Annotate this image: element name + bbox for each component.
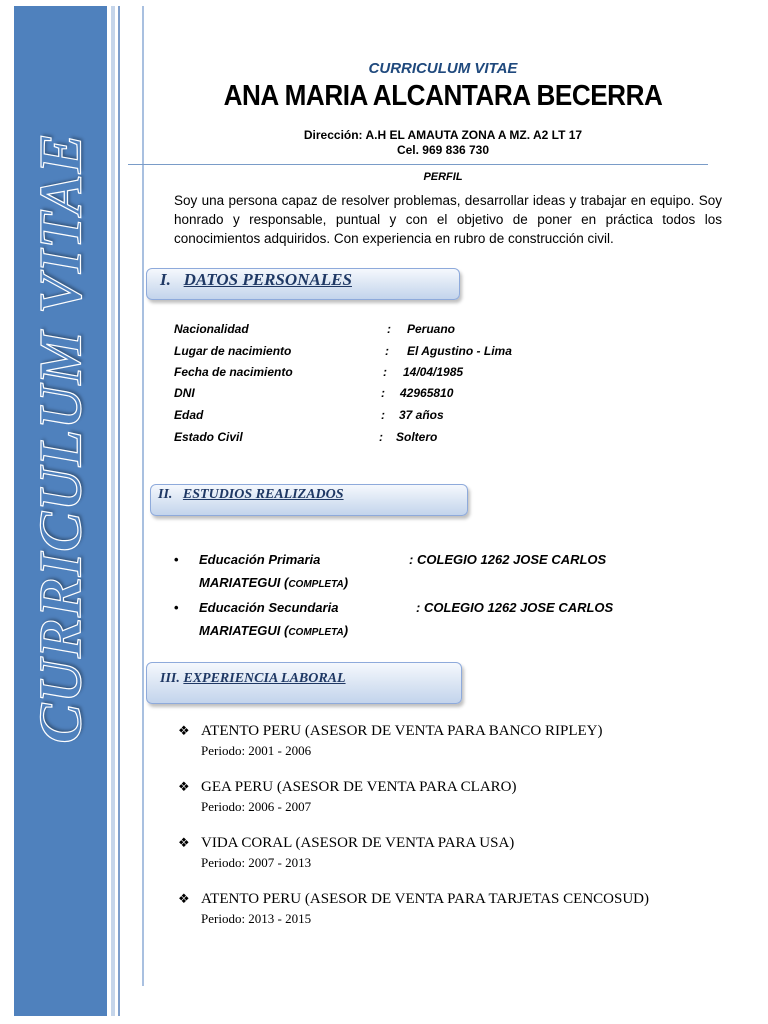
job-period: Periodo: 2013 - 2015 <box>201 911 312 926</box>
study-level: Educación Primaria <box>199 552 321 567</box>
perfil-title: PERFIL <box>423 171 463 183</box>
field-label: DNI <box>174 386 195 400</box>
field-label: Lugar de nacimiento <box>174 344 292 358</box>
diamond-bullet-icon: ❖ <box>178 891 190 906</box>
job-title: GEA PERU (ASESOR DE VENTA PARA CLARO) <box>201 779 517 795</box>
candidate-name: ANA MARIA ALCANTARA BECERRA <box>223 80 663 112</box>
diamond-bullet-icon: ❖ <box>178 779 190 794</box>
study-close: ) <box>343 623 349 638</box>
section-personal-title <box>160 270 352 290</box>
study-line <box>199 600 614 615</box>
sidebar-accent-line <box>111 6 115 1016</box>
section-label: EXPERIENCIA LABORAL <box>183 671 346 686</box>
job-period: Periodo: 2006 - 2007 <box>201 799 312 814</box>
study-status: COMPLETA <box>288 627 344 638</box>
field-label: Edad <box>174 408 204 422</box>
section-number: II. <box>158 487 173 502</box>
study-school-cont: MARIATEGUI ( <box>199 623 289 638</box>
study-school: : COLEGIO 1262 JOSE CARLOS <box>409 552 607 567</box>
section-experience-title <box>160 671 346 687</box>
section-label: ESTUDIOS REALIZADOS <box>182 487 344 502</box>
field-label: Fecha de nacimiento <box>174 365 293 379</box>
job-title: VIDA CORAL (ASESOR DE VENTA PARA USA) <box>201 835 515 851</box>
study-line-cont <box>199 623 348 638</box>
phone: Cel. 969 836 730 <box>396 143 490 157</box>
study-line-cont <box>199 575 348 590</box>
study-line <box>199 552 607 567</box>
field-value: El Agustino - Lima <box>407 344 512 358</box>
vertical-title: CURRICULUM VITAE <box>27 132 94 744</box>
bullet-icon: • <box>174 552 179 567</box>
section-number: I. <box>160 270 171 289</box>
job-title: ATENTO PERU (ASESOR DE VENTA PARA BANCO RIPLEY) <box>201 723 603 739</box>
job-period: Periodo: 2007 - 2013 <box>201 855 312 870</box>
field-separator: : <box>387 322 391 336</box>
section-number: III. <box>160 671 180 686</box>
header-divider <box>128 164 708 165</box>
field-value: 42965810 <box>400 386 454 400</box>
field-label: Nacionalidad <box>174 322 249 336</box>
content-margin-line <box>142 6 144 986</box>
study-status: COMPLETA <box>288 579 344 590</box>
job-period: Periodo: 2001 - 2006 <box>201 743 312 758</box>
section-studies-title <box>158 487 344 503</box>
study-level: Educación Secundaria <box>199 600 339 615</box>
field-label: Estado Civil <box>174 430 243 444</box>
study-close: ) <box>343 575 349 590</box>
field-separator: : <box>383 365 387 379</box>
perfil-text: Soy una persona capaz de resolver problemas, desarrollar ideas y trabajar en equipo. Soy honrado y responsable, puntual y con el objetivo de poner en práctica todos los conocimientos adquiridos. Con experiencia en rubro de construcción civil. <box>174 193 722 246</box>
study-school: : COLEGIO 1262 JOSE CARLOS <box>416 600 614 615</box>
job-title: ATENTO PERU (ASESOR DE VENTA PARA TARJETAS CENCOSUD) <box>201 891 649 907</box>
diamond-bullet-icon: ❖ <box>178 723 190 738</box>
section-label: DATOS PERSONALES <box>183 270 352 289</box>
address: Dirección: A.H EL AMAUTA ZONA A MZ. A2 LT 17 <box>303 128 583 142</box>
diamond-bullet-icon: ❖ <box>178 835 190 850</box>
field-separator: : <box>381 408 385 422</box>
study-school-cont: MARIATEGUI ( <box>199 575 289 590</box>
field-separator: : <box>379 430 383 444</box>
field-value: 14/04/1985 <box>403 365 464 379</box>
field-value: Soltero <box>396 430 438 444</box>
field-separator: : <box>385 344 389 358</box>
sidebar-accent-line <box>118 6 120 1016</box>
field-value: Peruano <box>407 322 456 336</box>
field-value: 37 años <box>399 408 444 422</box>
bullet-icon: • <box>174 600 179 615</box>
field-separator: : <box>381 386 385 400</box>
cv-label: CURRICULUM VITAE <box>368 60 518 77</box>
